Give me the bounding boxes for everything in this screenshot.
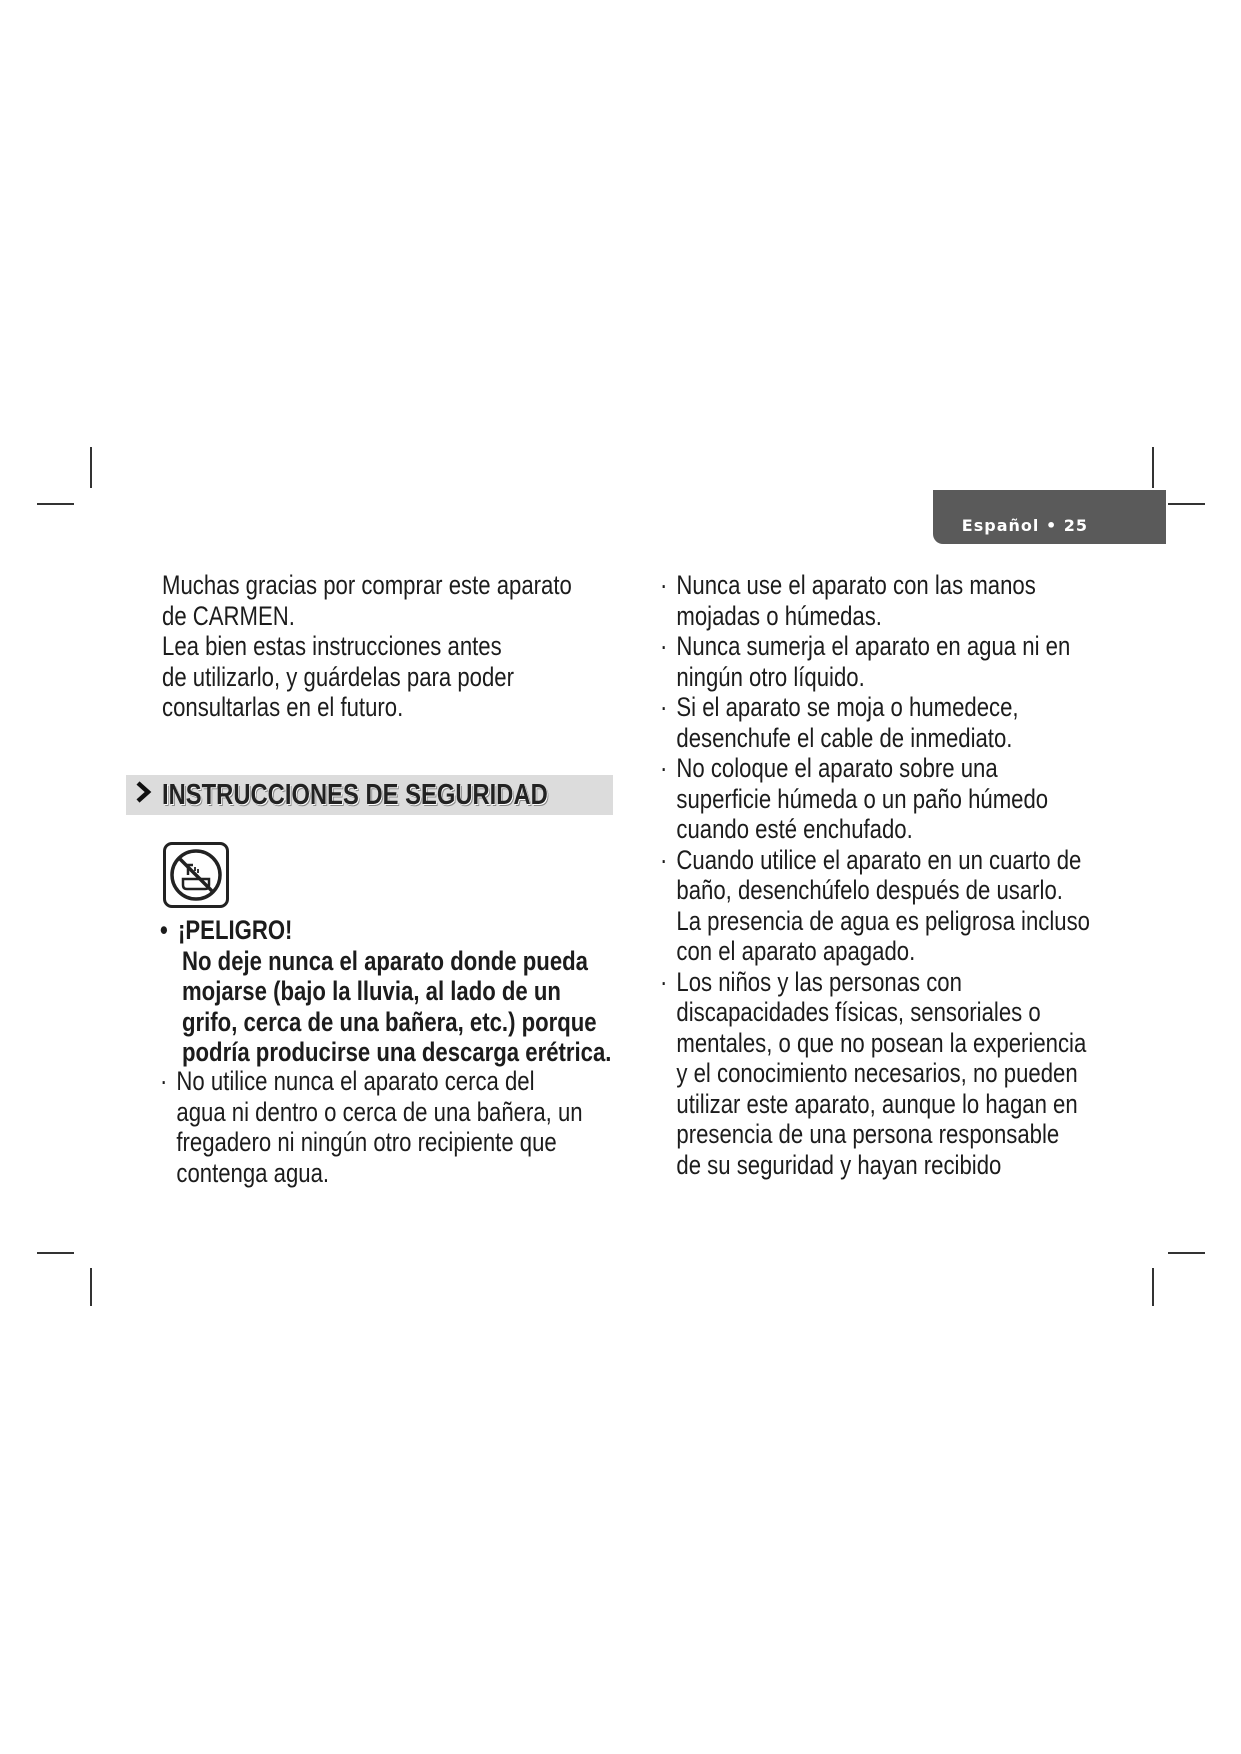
list-item: · No utilice nunca el aparato cerca del agua ni dentro o cerca de una bañera, un fregadero ni ningún otro recipiente que contenga agua. (160, 1066, 583, 1188)
list-item: · Cuando utilice el aparato en un cuarto de baño, desenchúfelo después de usarlo. La presencia de agua es peligrosa incluso con el aparato apagado. (660, 844, 1090, 966)
no-water-bath-icon (163, 842, 229, 908)
danger-warning (160, 915, 720, 1068)
crop-mark (1152, 447, 1154, 488)
danger-line: podría producirse una descarga erétrica. (182, 1037, 612, 1067)
section-header (126, 775, 613, 815)
intro-line: de CARMEN. (162, 600, 295, 631)
left-list (160, 1066, 619, 1188)
danger-line: No deje nunca el aparato donde pueda (182, 945, 588, 976)
danger-line: grifo, cerca de una bañera, etc.) porque (182, 1006, 597, 1037)
crop-mark (1152, 1268, 1154, 1306)
list-item: · Nunca sumerja el aparato en agua ni en ningún otro líquido. (660, 631, 1071, 692)
crop-mark (37, 503, 74, 505)
list-item: · Si el aparato se moja o humedece, desenchufe el cable de inmediato. (660, 692, 1019, 753)
danger-line: mojarse (bajo la lluvia, al lado de un (182, 976, 561, 1006)
crop-mark (90, 1268, 92, 1306)
crop-mark (1168, 503, 1205, 505)
list-item: · Nunca use el aparato con las manos mojadas o húmedas. (660, 570, 1036, 631)
crop-mark (37, 1252, 74, 1254)
danger-heading: ¡PELIGRO! (178, 915, 293, 945)
chevron-right-icon (134, 777, 154, 815)
section-title: INSTRUCCIONES DE SEGURIDAD (162, 779, 548, 811)
intro-line: Lea bien estas instrucciones antes (162, 631, 502, 661)
intro-line: consultarlas en el futuro. (162, 692, 404, 722)
list-item: · Los niños y las personas con discapacidades físicas, sensoriales o mentales, o que no posean la experiencia y el conocimiento necesarios, no pueden utilizar este aparato, aunque lo hagan en presencia de una persona responsable de su seguridad y hayan recibido (660, 966, 1087, 1180)
bullet: • (160, 915, 168, 945)
page-number-tab: Español • 25 (933, 490, 1166, 544)
intro-text (162, 570, 588, 723)
crop-mark (90, 447, 92, 488)
list-item: · No coloque el aparato sobre una superficie húmeda o un paño húmedo cuando esté enchufado. (660, 753, 1049, 844)
intro-line: Muchas gracias por comprar este aparato (162, 570, 572, 600)
crop-mark (1168, 1252, 1205, 1254)
right-list (660, 570, 1119, 1180)
intro-line: de utilizarlo, y guárdelas para poder (162, 661, 514, 692)
